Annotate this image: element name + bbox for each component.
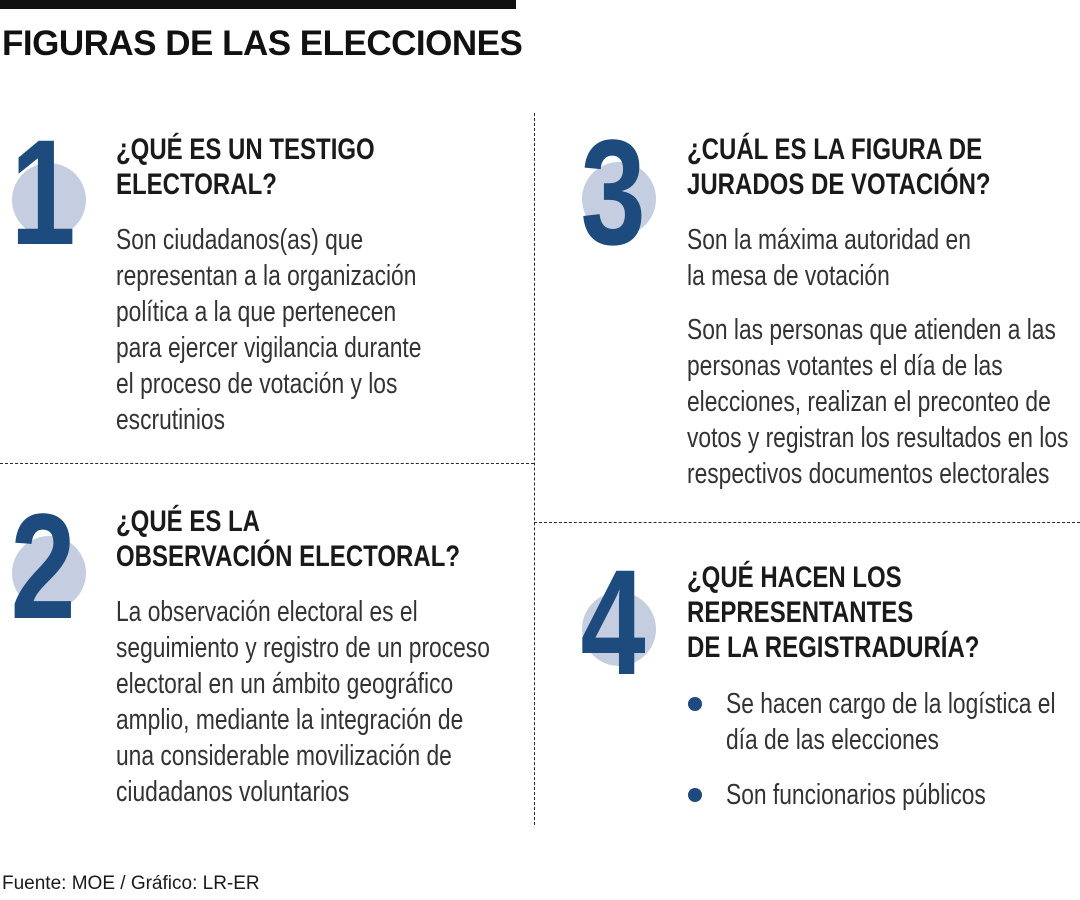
body-line: la mesa de votación (687, 260, 890, 292)
body-line: votos y registran los resultados en los (687, 422, 1069, 454)
bullet-icon (688, 697, 702, 711)
body-line: electoral en un ámbito geográfico (116, 668, 454, 700)
section-4-heading (687, 560, 979, 665)
section-1-heading (116, 132, 375, 202)
body-line: respectivos documentos electorales (687, 458, 1050, 490)
number-glyph: 3 (580, 108, 646, 276)
body-line: Son funcionarios públicos (726, 779, 986, 811)
source-credit: Fuente: MOE / Gráfico: LR-ER (2, 873, 260, 894)
number-glyph: 2 (10, 482, 76, 650)
left-horizontal-divider (0, 463, 534, 464)
body-line: una considerable movilización de (116, 740, 452, 772)
body-line: ciudadanos voluntarios (116, 776, 350, 808)
top-rule (0, 0, 516, 9)
heading-line: OBSERVACIÓN ELECTORAL? (116, 540, 461, 573)
heading-line: ¿QUÉ HACEN LOS (687, 561, 902, 594)
number-glyph: 4 (580, 538, 646, 706)
bullet-item (726, 686, 1056, 758)
body-line: seguimiento y registro de un proceso (116, 632, 490, 664)
section-number-2 (8, 482, 98, 650)
body-line: amplio, mediante la integración de (116, 704, 464, 736)
section-3-body-detail (687, 312, 1068, 492)
section-number-3 (578, 108, 668, 276)
section-3-heading (687, 132, 991, 202)
body-line: día de las elecciones (726, 724, 939, 756)
number-glyph: 1 (10, 108, 76, 276)
body-line: representan a la organización (116, 260, 417, 292)
heading-line: REPRESENTANTES (687, 596, 914, 629)
bullet-icon (688, 788, 702, 802)
section-number-1 (8, 108, 98, 276)
vertical-divider (534, 113, 535, 825)
heading-line: ¿QUÉ ES UN TESTIGO (116, 133, 375, 166)
bullet-item (726, 777, 986, 813)
body-line: el proceso de votación y los (116, 368, 398, 400)
body-line: Se hacen cargo de la logística el (726, 688, 1056, 720)
heading-line: ¿QUÉ ES LA (116, 505, 261, 538)
section-3-body (687, 222, 971, 294)
body-line: política a la que pertenecen (116, 296, 397, 328)
body-line: La observación electoral es el (116, 596, 418, 628)
body-line: para ejercer vigilancia durante (116, 332, 422, 364)
body-line: Son la máxima autoridad en (687, 224, 971, 256)
body-line: personas votantes el día de las (687, 350, 1003, 382)
section-number-4 (578, 538, 668, 706)
right-horizontal-divider (534, 522, 1080, 523)
heading-line: DE LA REGISTRADURÍA? (687, 631, 980, 664)
section-1-body (116, 222, 421, 438)
heading-line: JURADOS DE VOTACIÓN? (687, 168, 991, 201)
body-line: elecciones, realizan el preconteo de (687, 386, 1051, 418)
heading-line: ¿CUÁL ES LA FIGURA DE (687, 133, 983, 166)
body-line: Son las personas que atienden a las (687, 314, 1056, 346)
section-2-heading (116, 504, 460, 574)
body-line: escrutinios (116, 404, 225, 436)
section-2-body (116, 594, 490, 810)
body-line: Son ciudadanos(as) que (116, 224, 364, 256)
page-title: FIGURAS DE LAS ELECCIONES (2, 24, 523, 63)
heading-line: ELECTORAL? (116, 168, 277, 201)
